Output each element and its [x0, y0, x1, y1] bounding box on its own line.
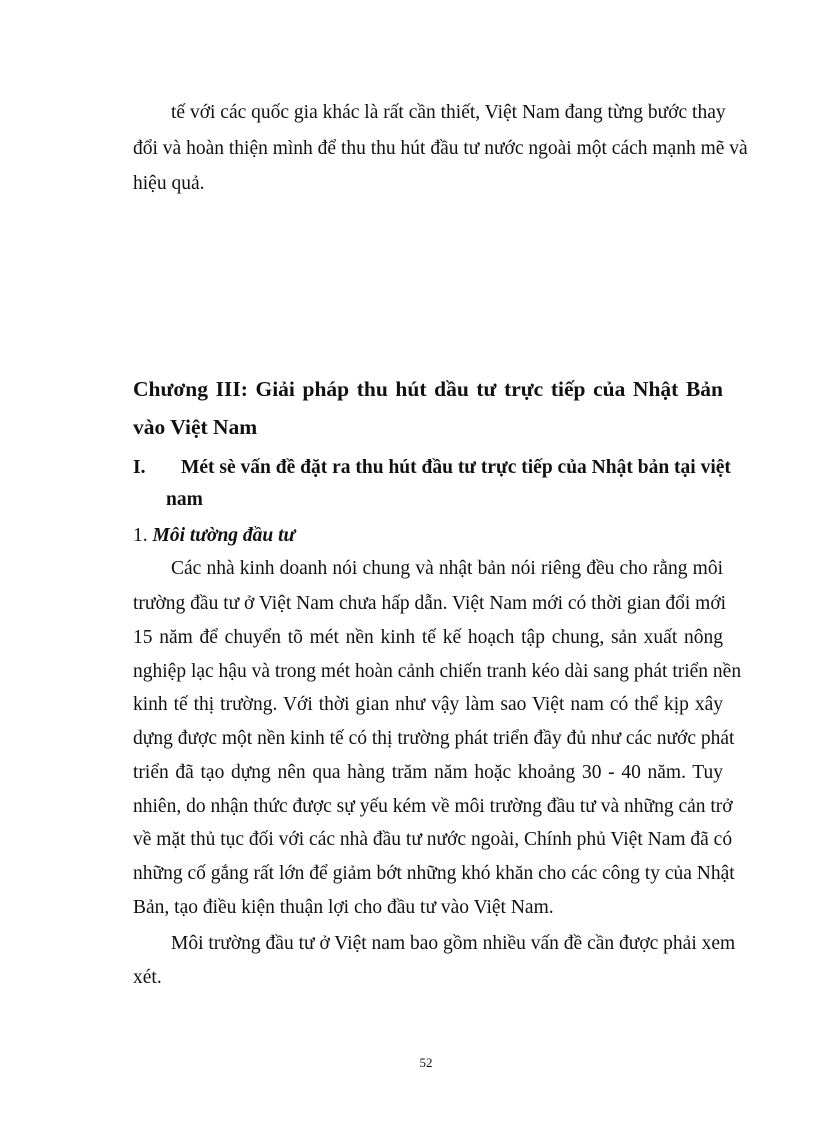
paragraph-line: xét.	[133, 967, 162, 988]
paragraph-line: 15 năm để chuyển tõ mét nền kinh tế kế hoạch tập chung, sản xuất nông	[133, 627, 723, 648]
chapter-title-line: Chương III: Giải pháp thu hút dầu tư trực tiếp của Nhật Bản	[133, 377, 723, 401]
paragraph-line: kinh tế thị trường. Với thời gian như vậy làm sao Việt nam có thể kịp xây	[133, 694, 723, 715]
subsection-number: 1.	[133, 525, 148, 546]
paragraph-line: về mặt thủ tục đối với các nhà đầu tư nước ngoài, Chính phủ Việt Nam đã có	[133, 829, 733, 850]
section-title-line: nam	[166, 489, 203, 510]
subsection-title: Môi tường đầu tư	[152, 525, 296, 546]
paragraph-line: Các nhà kinh doanh nói chung và nhật bản nói riêng đều cho rằng môi	[171, 558, 723, 579]
paragraph-line: đổi và hoàn thiện mình để thu thu hút đầu tư nước ngoài một cách mạnh mẽ và	[133, 138, 748, 159]
paragraph-line: tế với các quốc gia khác là rất cần thiết, Việt Nam đang từng bước thay	[171, 102, 726, 123]
paragraph-line: những cố gắng rất lớn để giảm bớt những khó khăn cho các công ty của Nhật	[133, 863, 735, 884]
paragraph-line: trường đầu tư ở Việt Nam chưa hấp dẫn. Việt Nam mới có thời gian đổi mới	[133, 593, 727, 614]
paragraph-line: nghiệp lạc hậu và trong mét hoàn cảnh chiến tranh kéo dài sang phát triển nền	[133, 661, 742, 682]
paragraph-line: hiệu quả.	[133, 173, 205, 194]
paragraph-line: dựng được một nền kinh tế có thị trường phát triển đầy đủ như các nước phát	[133, 728, 735, 749]
section-title-line: Mét sè vấn đề đặt ra thu hút đầu tư trực tiếp của Nhật bản tại việt	[181, 457, 731, 478]
page-number: 52	[419, 1055, 433, 1070]
subsection-heading	[133, 524, 295, 548]
paragraph-line: triển đã tạo dựng nên qua hàng trăm năm hoặc khoảng 30 - 40 năm. Tuy	[133, 762, 723, 783]
paragraph-line: Môi trường đầu tư ở Việt nam bao gồm nhiều vấn đề cần được phải xem	[171, 933, 736, 954]
chapter-title-line: vào Việt Nam	[133, 415, 258, 439]
paragraph-line: Bản, tạo điều kiện thuận lợi cho đầu tư vào Việt Nam.	[133, 897, 554, 918]
section-number: I.	[133, 457, 146, 478]
paragraph-line: nhiên, do nhận thức được sự yếu kém về môi trường đầu tư và những cản trở	[133, 796, 733, 817]
